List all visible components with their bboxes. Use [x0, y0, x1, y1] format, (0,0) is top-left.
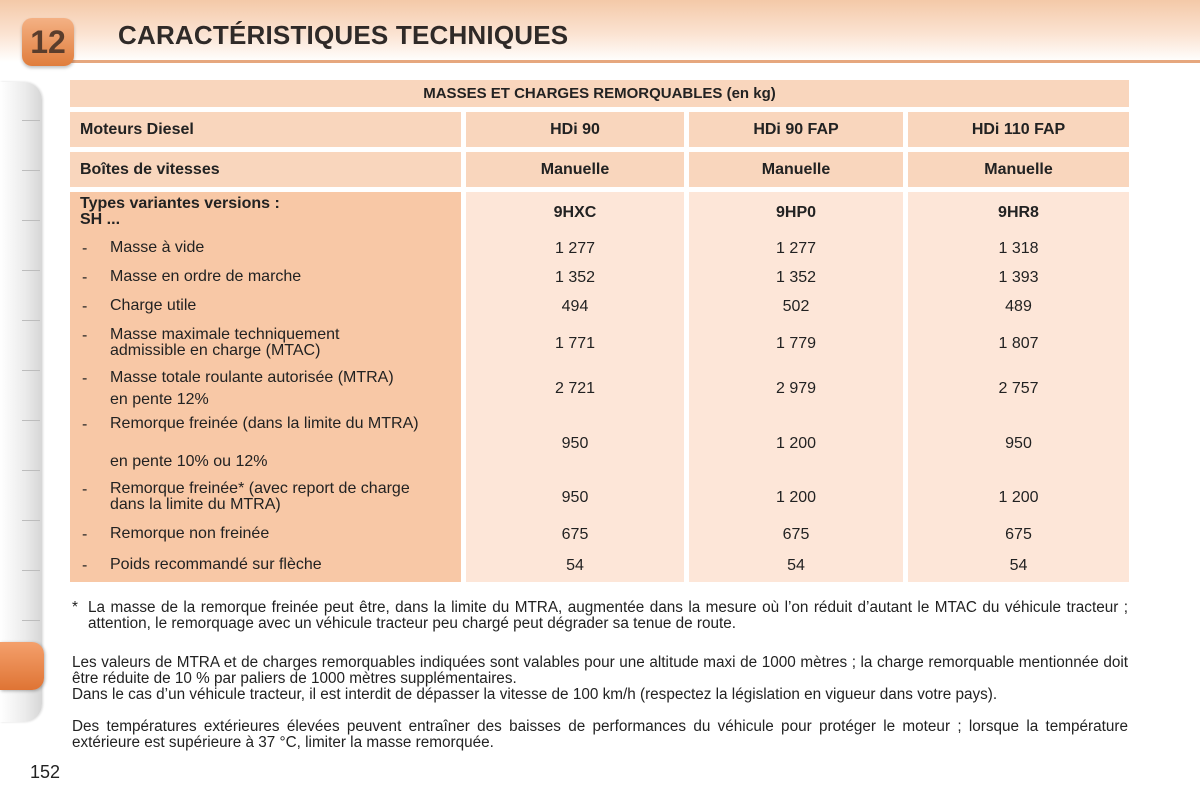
- type-code-1: 9HXC: [553, 204, 597, 221]
- row-value: 54: [566, 557, 584, 574]
- tab-divider: [22, 170, 40, 171]
- table-title: MASSES ET CHARGES REMORQUABLES (en kg): [70, 80, 1129, 107]
- tab-divider: [22, 520, 40, 521]
- row-value: 1 352: [775, 269, 817, 286]
- note-paragraph-altitude: Les valeurs de MTRA et de charges remorquables indiquées sont valables pour une altitude maxi de 1000 mètres ; la charge remorquable mentionnée doit être réduite de 10 % par paliers de 1000 mètres supplémentaires.: [72, 654, 1128, 687]
- row-value: 494: [561, 298, 589, 315]
- footnote: [72, 600, 1128, 632]
- row-value: 675: [561, 526, 589, 543]
- row-value: 2 979: [775, 380, 817, 397]
- row-value: 54: [1009, 557, 1028, 574]
- row-value: 489: [1005, 298, 1032, 315]
- footnote-text: La masse de la remorque freinée peut être, dans la limite du MTRA, augmentée dans la mesure où l’on réduit d’autant le MTAC du véhicule tracteur ; attention, le remorquage avec un véhicule tracteur peu chargé peut dégrader sa tenue de route.: [88, 599, 1128, 632]
- row-value: 502: [782, 298, 810, 315]
- row-value: 54: [787, 557, 805, 574]
- row-value: 1 200: [998, 489, 1039, 506]
- type-code-3: 9HR8: [998, 204, 1039, 221]
- header-underline: [60, 60, 1200, 63]
- tab-divider: [22, 370, 40, 371]
- row-value: 950: [1005, 435, 1032, 452]
- page-title: CARACTÉRISTIQUES TECHNIQUES: [118, 20, 569, 50]
- types-label-line2: SH ...: [80, 211, 121, 228]
- row-value: 1 771: [554, 335, 596, 352]
- row-label: Masse maximale techniquement admissible en charge (MTAC): [110, 326, 340, 359]
- footnote-marker: *: [72, 599, 78, 616]
- tab-divider: [22, 120, 40, 121]
- engine-row-label: Moteurs Diesel: [70, 112, 461, 147]
- note-paragraph-temperature: Des températures extérieures élevées peuvent entraîner des baisses de performances du véhicule pour protéger le moteur ; lorsque la température extérieure est supérieure à 37 °C, limiter la masse remorquée.: [72, 718, 1128, 751]
- row-value: 1 277: [554, 240, 596, 257]
- chapter-number: 12: [30, 24, 66, 60]
- row-value: 1 779: [775, 335, 817, 352]
- tab-divider: [22, 320, 40, 321]
- row-bullet: -: [82, 481, 88, 498]
- row-label: Masse à vide: [110, 239, 205, 256]
- engine-col-1: HDi 90: [466, 112, 684, 147]
- row-bullet: -: [82, 526, 88, 543]
- engine-col-2: HDi 90 FAP: [689, 112, 903, 147]
- row-bullet: -: [82, 370, 88, 387]
- row-label: Poids recommandé sur flèche: [110, 556, 322, 573]
- chapter-tab-strip[interactable]: [0, 82, 42, 722]
- row-sublabel: en pente 12%: [110, 391, 209, 408]
- row-value: 1 318: [998, 240, 1039, 257]
- type-code-2: 9HP0: [775, 204, 817, 221]
- types-label: [80, 196, 280, 228]
- gearbox-col-1: Manuelle: [466, 152, 684, 187]
- row-value: 1 200: [775, 489, 817, 506]
- row-value: 1 393: [998, 269, 1039, 286]
- tab-divider: [22, 470, 40, 471]
- row-value: 2 757: [998, 380, 1039, 397]
- row-value: 1 277: [775, 240, 817, 257]
- tab-divider: [22, 220, 40, 221]
- row-bullet: -: [82, 557, 88, 574]
- row-label: Remorque non freinée: [110, 525, 270, 542]
- row-bullet: -: [82, 416, 88, 433]
- row-label: Remorque freinée* (avec report de charge dans la limite du MTRA): [110, 480, 410, 513]
- page-number: 152: [30, 762, 61, 782]
- types-label-line1: Types variantes versions :: [80, 195, 280, 212]
- row-sublabel: en pente 10% ou 12%: [110, 453, 268, 470]
- row-label: Masse totale roulante autorisée (MTRA): [110, 369, 394, 386]
- row-label: Masse en ordre de marche: [110, 268, 302, 285]
- active-chapter-tab[interactable]: [0, 642, 44, 690]
- row-value: 1 352: [554, 269, 596, 286]
- row-label: Remorque freinée (dans la limite du MTRA): [110, 415, 419, 432]
- row-value: 950: [561, 435, 589, 452]
- row-value: 675: [782, 526, 810, 543]
- row-value: 1 807: [998, 335, 1039, 352]
- engine-col-3: HDi 110 FAP: [908, 112, 1129, 147]
- row-bullet: -: [82, 240, 88, 257]
- row-value: 950: [561, 489, 589, 506]
- row-value: 2 721: [554, 380, 596, 397]
- row-bullet: -: [82, 298, 88, 315]
- tab-divider: [22, 570, 40, 571]
- tab-divider: [22, 270, 40, 271]
- tab-divider: [22, 420, 40, 421]
- note-paragraph-speed: Dans le cas d’un véhicule tracteur, il est interdit de dépasser la vitesse de 100 km/h (respectez la législation en vigueur dans votre pays).: [72, 686, 998, 703]
- gearbox-col-3: Manuelle: [908, 152, 1129, 187]
- gearbox-col-2: Manuelle: [689, 152, 903, 187]
- row-value: 675: [1005, 526, 1032, 543]
- row-bullet: -: [82, 269, 88, 286]
- row-value: 1 200: [775, 435, 817, 452]
- row-bullet: -: [82, 327, 88, 344]
- row-label: Charge utile: [110, 297, 197, 314]
- gearbox-row-label: Boîtes de vitesses: [70, 152, 461, 187]
- tab-divider: [22, 620, 40, 621]
